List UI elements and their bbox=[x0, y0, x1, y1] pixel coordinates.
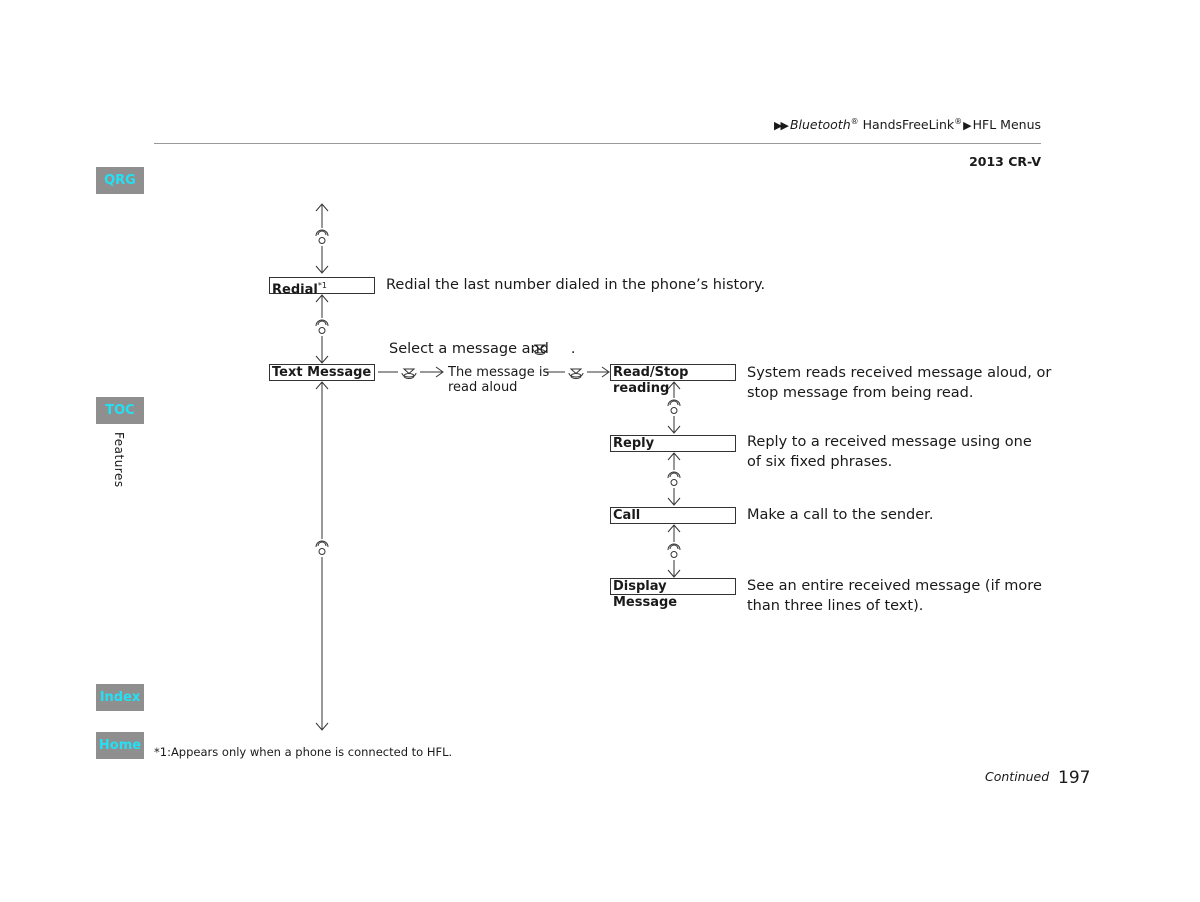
message-read-line: read aloud bbox=[448, 380, 518, 395]
menu-item-redial[interactable] bbox=[269, 277, 375, 298]
reply-description bbox=[747, 432, 1032, 472]
call-description: Make a call to the sender. bbox=[747, 507, 934, 523]
breadcrumb-arrow-icon: ▶ bbox=[963, 119, 972, 133]
description-line: stop message from being read. bbox=[747, 385, 974, 401]
description-line: System reads received message aloud, or bbox=[747, 365, 1052, 381]
description-line: See an entire received message (if more bbox=[747, 578, 1042, 594]
menu-item-text-message[interactable]: Text Message bbox=[269, 364, 375, 381]
description-line: of six fixed phrases. bbox=[747, 454, 893, 470]
select-message-instruction bbox=[389, 339, 576, 359]
registered-mark: ® bbox=[954, 117, 963, 126]
footnote: *1:Appears only when a phone is connected to HFL. bbox=[154, 745, 453, 759]
section-label: Features bbox=[112, 432, 126, 488]
breadcrumb-handsfreelink: HandsFreeLink bbox=[858, 117, 955, 133]
menu-item-call[interactable]: Call bbox=[610, 507, 736, 524]
instruction-period: . bbox=[570, 341, 576, 357]
message-read-aloud-note bbox=[448, 365, 549, 395]
index-button[interactable]: Index bbox=[96, 684, 144, 711]
redial-description: Redial the last number dialed in the phone’s history. bbox=[386, 277, 766, 293]
display-message-description bbox=[747, 576, 1042, 616]
home-button[interactable]: Home bbox=[96, 732, 144, 759]
model-label: 2013 CR-V bbox=[969, 154, 1041, 169]
menu-item-display-message[interactable]: Display Message bbox=[610, 578, 736, 595]
instruction-text: Select a message and bbox=[389, 341, 549, 357]
redial-label: Redial bbox=[272, 282, 318, 298]
read-stop-description bbox=[747, 363, 1051, 403]
description-line: Reply to a received message using one bbox=[747, 434, 1032, 450]
toc-button[interactable]: TOC bbox=[96, 397, 144, 424]
message-read-line: The message is bbox=[448, 365, 550, 380]
page-number: 197 bbox=[1058, 768, 1091, 788]
breadcrumb-bluetooth: Bluetooth bbox=[789, 117, 851, 133]
footnote-mark: *1 bbox=[317, 281, 327, 290]
breadcrumb-arrow-icon: ▶▶ bbox=[774, 119, 787, 133]
registered-mark: ® bbox=[850, 117, 859, 126]
continued-label: Continued bbox=[985, 769, 1050, 784]
qrg-button[interactable]: QRG bbox=[96, 167, 144, 194]
menu-item-reply[interactable]: Reply bbox=[610, 435, 736, 452]
menu-item-read-stop-reading[interactable]: Read/Stop reading bbox=[610, 364, 736, 381]
description-line: than three lines of text). bbox=[747, 598, 924, 614]
breadcrumb-hfl-menus: HFL Menus bbox=[972, 117, 1041, 133]
